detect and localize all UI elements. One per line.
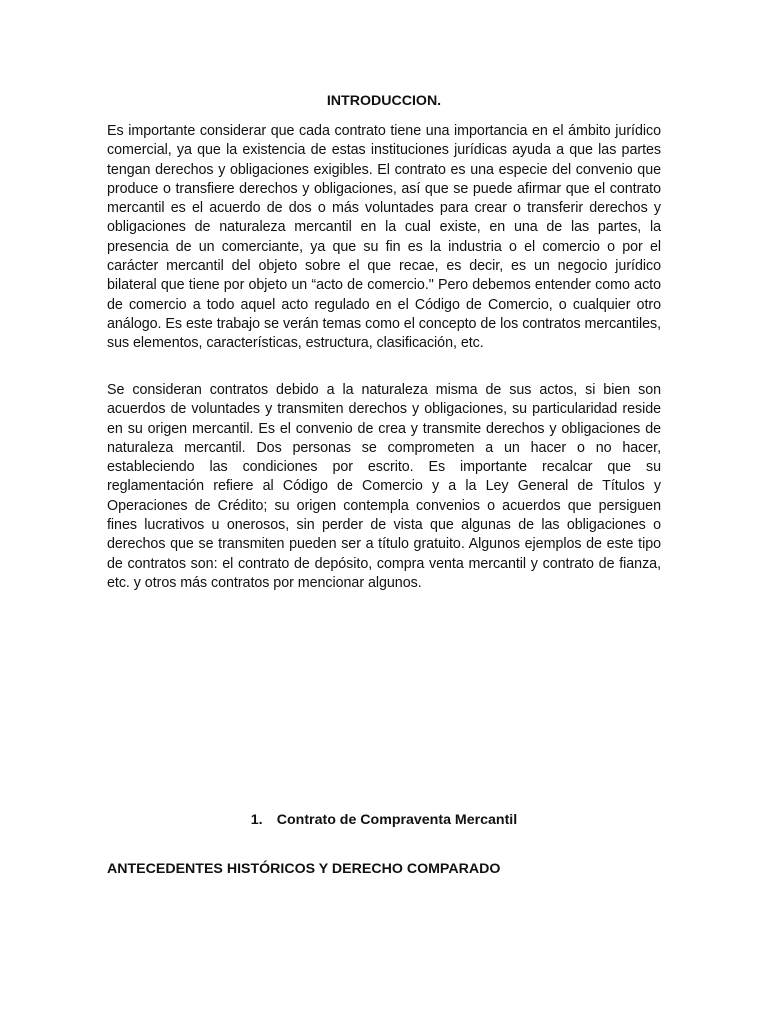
document-page bbox=[107, 0, 661, 1024]
intro-paragraph-2: Se consideran contratos debido a la naturaleza misma de sus actos, si bien son acuerdos de voluntades y transmiten derechos y obligaciones, su particularidad reside en su origen mercantil. Es el convenio de crea y transmite derechos y obligaciones de naturaleza mercantil. Dos personas se comprometen a un hacer o no hacer, estableciendo las condiciones por escrito. Es importante recalcar que su reglamentación refiere al Código de Comercio y a la Ley General de Títulos y Operaciones de Crédito; su origen contempla convenios o acuerdos que persiguen fines lucrativos u onerosos, sin perder de vista que algunas de las obligaciones o derechos que se transmiten pueden ser a título gratuito. Algunos ejemplos de este tipo de contratos son: el contrato de depósito, compra venta mercantil y contrato de fianza, etc. y otros más contratos por mencionar algunos. bbox=[107, 382, 661, 591]
introduction-heading: INTRODUCCION. bbox=[326, 93, 442, 109]
intro-paragraph-1: Es importante considerar que cada contrato tiene una importancia en el ámbito jurídico comercial, ya que la existencia de estas instituciones jurídicas ayuda a que las partes tengan derechos y obligaciones exigibles. El contrato es una especie del convenio que produce o transfiere derechos y obligaciones, así que se puede afirmar que el contrato mercantil es el acuerdo de dos o más voluntades para crear o transferir derechos y obligaciones de naturaleza mercantil en la cual existe, en una de las partes, la presencia de un comerciante, ya que su fin es la industria o el comercio o por el carácter mercantil del objeto sobre el que recae, es decir, es un negocio jurídico bilateral que tiene por objeto un “acto de comercio." Pero debemos entender como acto de comercio a todo aquel acto regulado en el Código de Comercio, o cualquier otro análogo. Es este trabajo se verán temas como el concepto de los contratos mercantiles, sus elementos, características, estructura, clasificación, etc. bbox=[107, 123, 661, 352]
section-number: 1. bbox=[250, 812, 263, 828]
history-subheading: ANTECEDENTES HISTÓRICOS Y DERECHO COMPARADO bbox=[107, 861, 501, 877]
section-title-text: Contrato de Compraventa Mercantil bbox=[276, 812, 518, 828]
section-heading bbox=[107, 811, 661, 829]
